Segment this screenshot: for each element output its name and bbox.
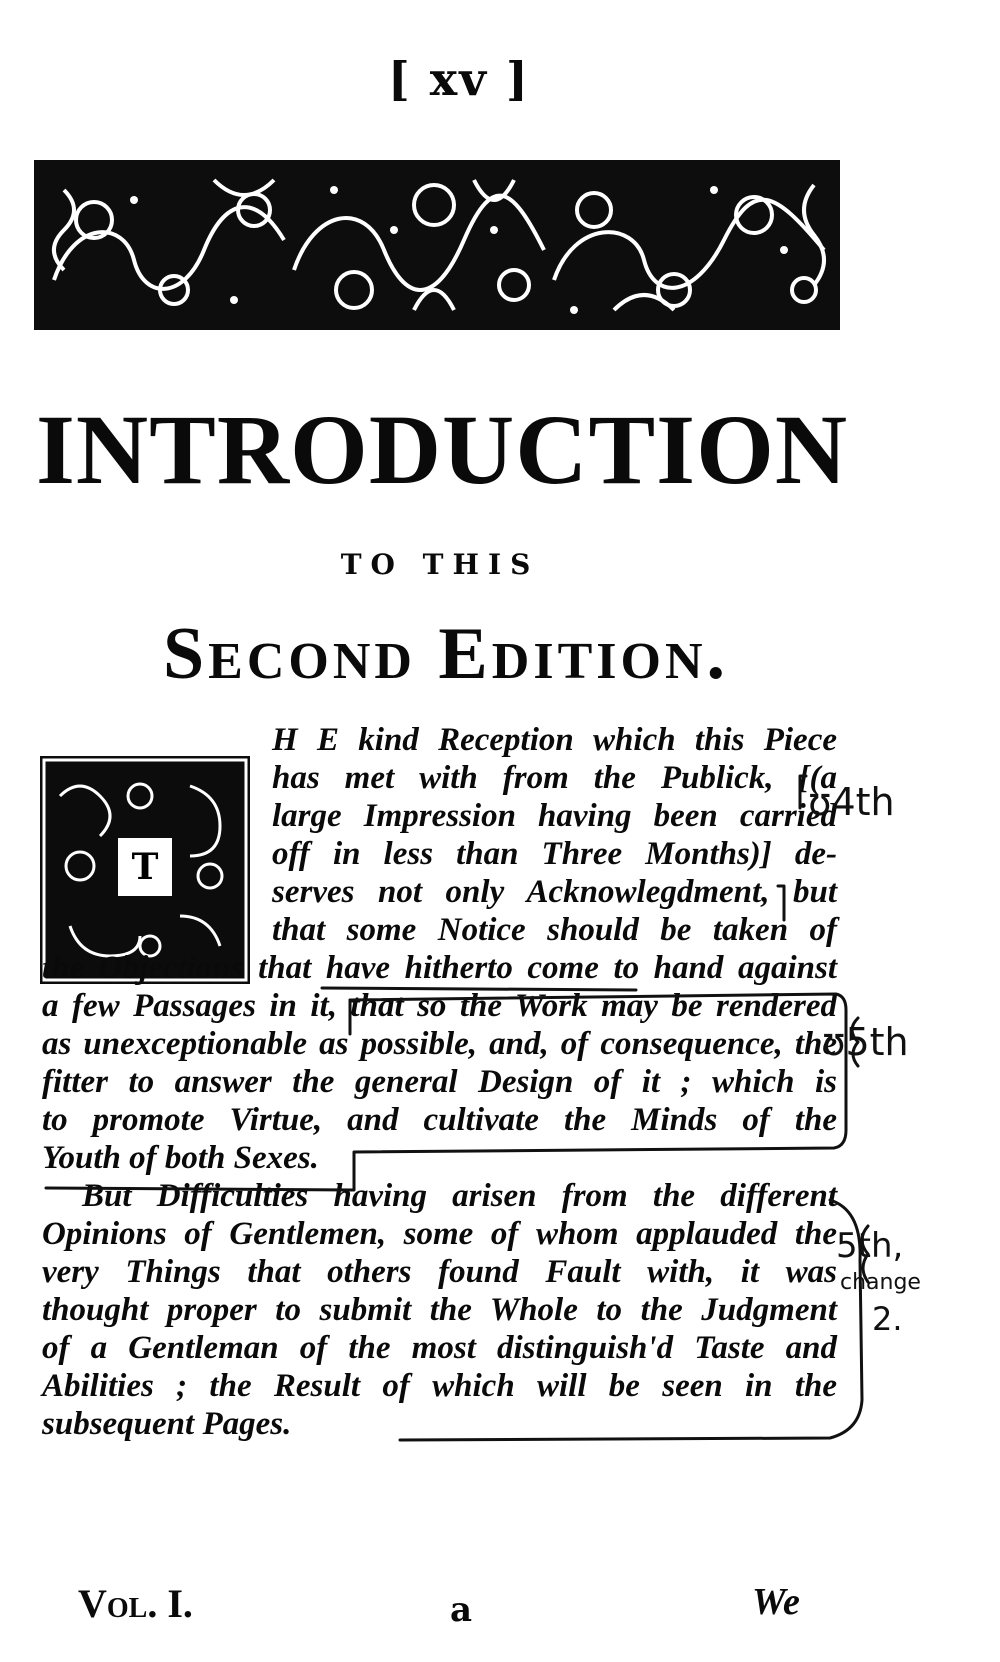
text-line: Youth of both Sexes.: [42, 1140, 319, 1176]
text-line: H E kind Reception which this Piece: [272, 722, 837, 758]
text-line: Opinions of Gentlemen, some of whom applauded the: [42, 1216, 837, 1252]
volume-label: Vol. I.: [78, 1581, 193, 1626]
margin-note: 2.: [872, 1300, 903, 1338]
text-line: subsequent Pages.: [42, 1406, 292, 1442]
text-line: a few Passages in it, that so the Work may be rendered: [42, 988, 837, 1024]
text-line: as unexceptionable as possible, and, of consequence, the: [42, 1026, 837, 1062]
text-line: to promote Virtue, and cultivate the Minds of the: [42, 1102, 837, 1138]
catchword: We: [752, 1581, 800, 1623]
page-number: [ xv ]: [388, 52, 530, 106]
margin-note: change: [840, 1270, 921, 1295]
dropcap-letter: T: [118, 838, 172, 896]
text-line: has met with from the Publick, [(a: [272, 760, 837, 796]
text-line: the Objections that have hitherto come to hand against: [42, 950, 837, 986]
signature-mark: a: [450, 1590, 473, 1630]
headpiece-ornament: [34, 160, 840, 330]
text-line: of a Gentleman of the most distinguish'd Taste and: [42, 1330, 837, 1366]
margin-note: 5th,: [836, 1226, 904, 1266]
title-second-edition: Second Edition.: [162, 613, 729, 695]
margin-note: ʊ5th: [822, 1020, 909, 1064]
title-introduction: INTRODUCTION: [36, 394, 849, 505]
text-line: But Difficulties having arisen from the different: [82, 1178, 837, 1214]
text-line: fitter to answer the general Design of it ; which is: [42, 1064, 837, 1100]
margin-note: ʊ4th: [808, 780, 895, 824]
text-line: Abilities ; the Result of which will be seen in the: [42, 1368, 837, 1404]
text-line: very Things that others found Fault with, it was: [42, 1254, 837, 1290]
text-line: thought proper to submit the Whole to the Judgment: [42, 1292, 837, 1328]
text-line: off in less than Three Months)] de-: [272, 836, 837, 872]
subtitle-to-this: TO THIS: [340, 548, 540, 581]
text-line: large Impression having been carried: [272, 798, 837, 834]
text-line: that some Notice should be taken of: [272, 912, 837, 948]
text-line: serves not only Acknowlegdment, but: [272, 874, 837, 910]
